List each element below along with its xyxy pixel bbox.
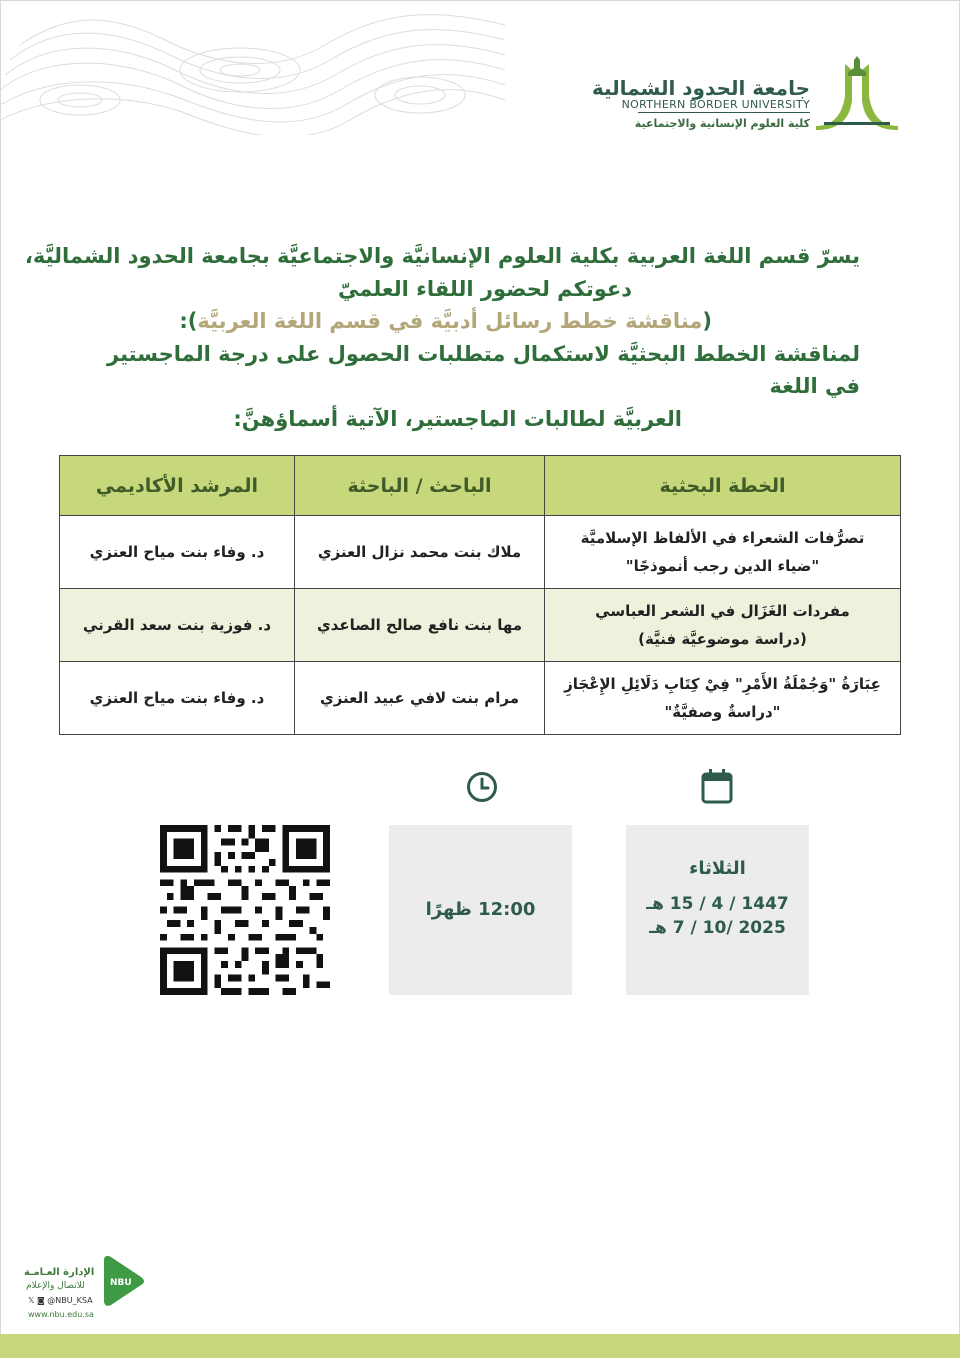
footer-social	[28, 1296, 93, 1305]
header-researcher: الباحث / الباحثة	[295, 456, 545, 516]
intro-line-5: العربيَّة لطالبات الماجستير، الآتية أسماؤهنَّ:	[233, 406, 682, 431]
x-icon: 𝕏 ◙	[28, 1296, 48, 1305]
table-row	[60, 516, 901, 589]
event-day: الثلاثاء	[689, 858, 746, 879]
plan-title: عِبَارَةُ "وَجُمْلَةُ الأَمْرِ" فِيْ كِتَابِ دَلَائِلِ الإِعْجَازِ	[564, 675, 881, 693]
footer-url: www.nbu.edu.sa	[28, 1310, 94, 1319]
researcher-cell: ملاك بنت محمد نزال العنزي	[295, 516, 545, 589]
researcher-cell: مرام بنت لافي عبيد العنزي	[295, 662, 545, 735]
plan-cell	[545, 662, 901, 735]
university-emblem-icon	[812, 56, 902, 132]
time-box	[389, 825, 572, 995]
qr-code[interactable]	[160, 825, 330, 995]
plan-subtitle: (دراسة موضوعيَّة فنيَّة)	[638, 630, 807, 648]
footer-bar	[0, 1334, 960, 1358]
paren-open: (	[702, 309, 712, 333]
calendar-icon	[701, 768, 733, 804]
intro-line-1: يسرّ قسم اللغة العربية بكلية العلوم الإنسانيَّة والاجتماعيَّة بجامعة الحدود الشماليَّة،	[24, 244, 860, 268]
intro-line-3	[80, 305, 712, 338]
plan-subtitle: "ضياء الدين رجب أنموذجًا"	[625, 557, 820, 575]
topographic-decoration	[0, 0, 510, 135]
play-icon	[102, 1256, 144, 1306]
research-plans-table	[59, 455, 901, 735]
university-name-ar: جامعة الحدود الشمالية	[591, 76, 810, 100]
clock-icon	[466, 771, 498, 803]
social-handle: @NBU_KSA	[47, 1296, 93, 1305]
header-supervisor: المرشد الأكاديمي	[60, 456, 295, 516]
nbu-badge: NBU	[110, 1278, 132, 1288]
intro-line-2: دعوتكم لحضور اللقاء العلميّ	[338, 276, 632, 301]
plan-subtitle: "دراسةٌ وصفيَّةٌ"	[664, 703, 781, 721]
plan-cell	[545, 589, 901, 662]
paren-close: ):	[179, 309, 198, 333]
supervisor-cell: د. فوزية بنت سعد القرني	[60, 589, 295, 662]
plan-cell	[545, 516, 901, 589]
table-row	[60, 662, 901, 735]
plan-title: تصرُّفات الشعراء في الألفاظ الإسلاميَّة	[580, 529, 865, 547]
supervisor-cell: د. وفاء بنت مياح العنزي	[60, 662, 295, 735]
logo-divider	[638, 112, 810, 113]
table-header-row	[60, 456, 901, 516]
event-time: 12:00 ظهرًا	[425, 899, 536, 920]
college-name: كلية العلوم الإنسانية والاجتماعية	[634, 117, 810, 130]
researcher-cell: مها بنت نافع صالح الصاعدي	[295, 589, 545, 662]
plan-title: مفردات الغَزَال في الشعر العباسي	[595, 602, 850, 620]
footer-dept-line-1: الإدارة العـامـة	[24, 1267, 95, 1278]
university-name-en: NORTHERN BORDER UNIVERSITY	[621, 98, 810, 111]
header-plan: الخطة البحثية	[545, 456, 901, 516]
date-box	[626, 825, 809, 995]
table-row	[60, 589, 901, 662]
footer-dept-line-2: للاتصال والإعلام	[26, 1281, 85, 1291]
intro-line-4: لمناقشة الخطط البحثيَّة لاستكمال متطلبات الحصول على درجة الماجستير في اللغة	[107, 341, 860, 398]
university-logo	[591, 56, 902, 136]
event-date-hijri: 1447 / 4 / 15 هـ	[646, 894, 789, 914]
event-title: مناقشة خطط رسائل أدبيَّة في قسم اللغة العربيَّة	[197, 309, 703, 333]
supervisor-cell: د. وفاء بنت مياح العنزي	[60, 516, 295, 589]
invitation-text	[24, 240, 860, 435]
event-date-gregorian: 2025 /10 / 7 هـ	[649, 918, 786, 938]
